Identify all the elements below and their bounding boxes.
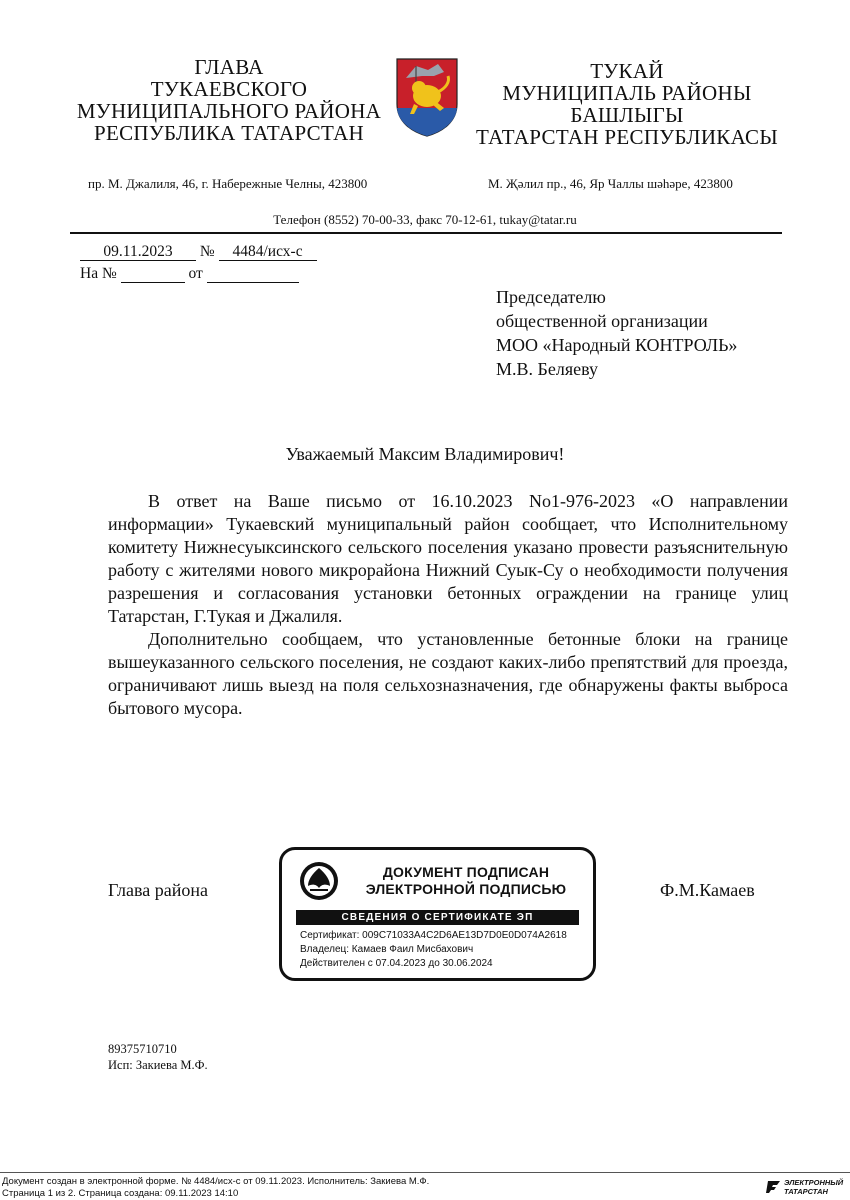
- header-left-title: [70, 56, 388, 144]
- recipient-line: МОО «Народный КОНТРОЛЬ»: [496, 335, 738, 355]
- header-right-title: [472, 60, 782, 148]
- header-left-line: РЕСПУБЛИКА ТАТАРСТАН: [93, 121, 365, 145]
- logo-top-text: ЭЛЕКТРОННЫЙ: [784, 1178, 844, 1187]
- stamp-title-line: ЭЛЕКТРОННОЙ ПОДПИСЬЮ: [365, 881, 567, 897]
- header-divider: [70, 232, 782, 234]
- contacts-line: Телефон (8552) 70-00-33, факс 70-12-61, tukay@tatar.ru: [273, 212, 577, 227]
- address-right: М. Җәлил пр., 46, Яр Чаллы шәһәре, 423800: [488, 176, 733, 191]
- electronic-tatarstan-logo: [766, 1178, 842, 1196]
- stamp-band: СВЕДЕНИЯ О СЕРТИФИКАТЕ ЭП: [296, 910, 579, 925]
- header-left-line: МУНИЦИПАЛЬНОГО РАЙОНА: [76, 99, 382, 123]
- from-date-blank: [207, 266, 299, 283]
- on-number-blank: [121, 266, 185, 283]
- letter-paragraph-1: В ответ на Ваше письмо от 16.10.2023 No1-976-2023 «О направлении информации» Тукаевский муниципальный район сообщает, что Исполнительному комитету Нижнесуыксинского сельского поселения указано провести разъяснительную работу с жителями нового микрорайона Нижний Суык-Су о необходимости получения разрешения и согласования установки бетонных ограждении на границе улиц Татарстан, Г.Тукая и Джалиля.: [108, 491, 788, 626]
- from-label: от: [188, 265, 203, 282]
- header-right-line: ТАТАРСТАН РЕСПУБЛИКАСЫ: [476, 125, 778, 149]
- reference-number-sign: №: [199, 243, 215, 260]
- stamp-title: [346, 864, 586, 898]
- footer-divider: [0, 1172, 850, 1173]
- on-label: На №: [80, 265, 117, 282]
- recipient-line: общественной организации: [496, 311, 708, 331]
- electronic-tatarstan-icon: [766, 1179, 782, 1195]
- tatarstan-emblem-icon: [298, 860, 340, 902]
- header-right-line: ТУКАЙ: [590, 59, 664, 83]
- recipient-line: М.В. Беляеву: [496, 359, 598, 379]
- signature-name: Ф.М.Камаев: [660, 880, 755, 900]
- footer-line-1: Документ создан в электронной форме. № 4484/исх-с от 09.11.2023. Исполнитель: Закиева М.Ф.: [2, 1176, 430, 1187]
- reference-on-line: [80, 265, 299, 283]
- logo-bottom-text: ТАТАРСТАН: [784, 1187, 828, 1196]
- stamp-certificate: Сертификат: 009C71033A4C2D6AE13D7D0E0D074A2618: [300, 930, 567, 941]
- header-right-line: МУНИЦИПАЛЬ РАЙОНЫ: [502, 81, 752, 105]
- salutation: Уважаемый Максим Владимирович!: [285, 444, 565, 464]
- recipient-block: [496, 285, 737, 381]
- recipient-line: Председателю: [496, 287, 606, 307]
- address-left: пр. М. Джалиля, 46, г. Набережные Челны, 423800: [88, 176, 368, 191]
- header-left-line: ГЛАВА: [194, 55, 264, 79]
- signature-position: Глава района: [108, 880, 209, 900]
- header-right-line: БАШЛЫГЫ: [570, 103, 684, 127]
- executor-name: Исп: Закиева М.Ф.: [108, 1058, 208, 1072]
- reference-date: 09.11.2023: [80, 244, 196, 261]
- executor-phone: 89375710710: [108, 1042, 177, 1056]
- header-left-line: ТУКАЕВСКОГО: [150, 77, 308, 101]
- letter-paragraph-2: Дополнительно сообщаем, что установленные бетонные блоки на границе вышеуказанного сельского поселения, не создают каких-либо препятствий для проезда, ограничивают лишь выезд на поля сельхозназначения, где обнаружены факты выброса бытового мусора.: [108, 629, 788, 718]
- stamp-validity: Действителен с 07.04.2023 до 30.06.2024: [300, 958, 493, 969]
- stamp-owner: Владелец: Камаев Фаил Мисбахович: [300, 944, 474, 955]
- footer-line-2: Страница 1 из 2. Страница создана: 09.11.2023 14:10: [2, 1188, 239, 1199]
- reference-number: 4484/исх-с: [219, 244, 317, 261]
- electronic-signature-stamp: [279, 847, 596, 981]
- reference-line: [80, 243, 317, 261]
- coat-of-arms-emblem: [394, 56, 460, 138]
- stamp-title-line: ДОКУМЕНТ ПОДПИСАН: [382, 864, 550, 880]
